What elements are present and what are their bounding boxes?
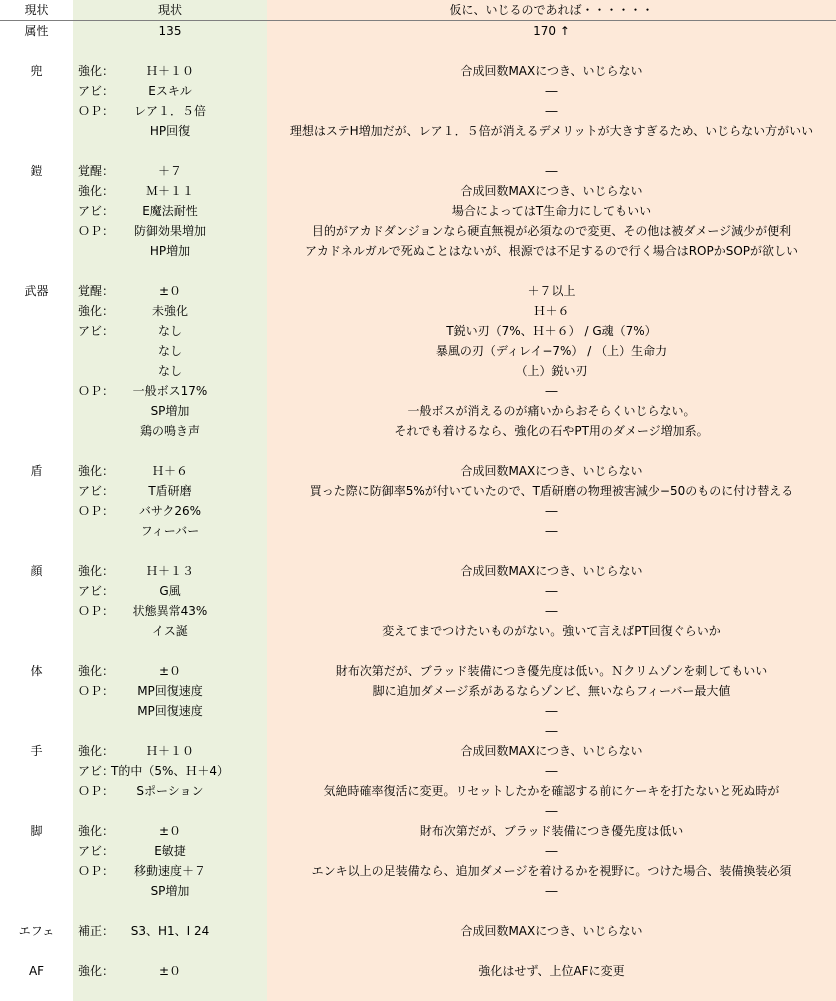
row-note: ― (545, 384, 558, 398)
table-row (0, 561, 836, 581)
row-label: アビ： (78, 484, 115, 498)
row-category: 顔 (30, 564, 43, 578)
row-current-value: G風 (159, 584, 181, 598)
table-row (0, 221, 836, 241)
row-note: 理想はステH増加だが、レア１．５倍が消えるデメリットが大きすぎるため、いじらない方がいい (289, 124, 814, 138)
row-current-value: ±０ (158, 824, 182, 838)
row-note: ― (545, 844, 558, 858)
table-row (0, 101, 836, 121)
row-label: アビ： (78, 324, 115, 338)
table-row (0, 881, 836, 901)
table-row (0, 341, 836, 361)
row-note: Ｈ＋６ (533, 304, 570, 318)
table-row (0, 821, 836, 841)
row-current-value: ＋７ (157, 164, 182, 178)
table-row (0, 161, 836, 181)
row-current-value: レア１．５倍 (133, 104, 206, 118)
row-note: 財布次第だが、ブラッド装備につき優先度は低い。Ｎクリムゾンを刺してもいい (335, 664, 768, 678)
row-label: ＯＰ： (78, 384, 115, 398)
row-note: ― (545, 164, 558, 178)
row-current-value: S3、H1、I 24 (130, 924, 210, 938)
row-current-value: E敏捷 (154, 844, 186, 858)
row-label: ＯＰ： (78, 684, 115, 698)
table-row (0, 921, 836, 941)
row-note: ― (545, 524, 558, 538)
row-label: ＯＰ： (78, 504, 115, 518)
table-row (0, 61, 836, 81)
row-current-value: HP増加 (149, 244, 191, 258)
row-current-value: 鶏の鳴き声 (139, 424, 200, 438)
row-note: ― (545, 104, 558, 118)
table-row (0, 501, 836, 521)
row-note: 気絶時確率復活に変更。リセットしたかを確認する前にケーキを打たないと死ぬ時が (323, 784, 780, 798)
table-row (0, 521, 836, 541)
row-note: 合成回数MAXにつき、いじらない (460, 184, 643, 198)
row-current-value: イス誕 (152, 624, 188, 638)
table-row (0, 181, 836, 201)
row-note: ― (545, 804, 558, 818)
table-row (0, 81, 836, 101)
table-row (0, 541, 836, 561)
table-row (0, 441, 836, 461)
row-note: ― (545, 884, 558, 898)
table-row (0, 721, 836, 741)
row-label: アビ： (78, 204, 115, 218)
row-label: アビ： (78, 764, 115, 778)
table-row (0, 281, 836, 301)
row-label: 強化： (78, 464, 115, 478)
row-note: ― (545, 504, 558, 518)
table-row (0, 621, 836, 641)
table-row (0, 681, 836, 701)
row-note: エンキ以上の足装備なら、追加ダメージを着けるかを視野に。つけた場合、装備換装必須 (311, 864, 792, 878)
table-row (0, 841, 836, 861)
table-row (0, 601, 836, 621)
row-current-value: SP増加 (150, 884, 190, 898)
row-current-value: なし (157, 344, 182, 358)
row-current-value: Ｈ＋１３ (145, 564, 194, 578)
row-note: 合成回数MAXにつき、いじらない (460, 744, 643, 758)
row-note: ＋７以上 (527, 284, 576, 298)
row-note: 合成回数MAXにつき、いじらない (460, 464, 643, 478)
row-current-value: バサク26% (138, 504, 202, 518)
table-row (0, 261, 836, 281)
row-current-value: HP回復 (149, 124, 191, 138)
table-row (0, 121, 836, 141)
row-label: 強化： (78, 564, 115, 578)
row-current-value: SP増加 (150, 404, 190, 418)
row-note: （上）鋭い刃 (515, 364, 588, 378)
table-row (0, 741, 836, 761)
row-note: T鋭い刃（7%、Ｈ＋６） / G魂（7%） (446, 324, 657, 338)
row-label: 強化： (78, 744, 115, 758)
table-row (0, 41, 836, 61)
row-category: 手 (30, 744, 43, 758)
row-label: ＯＰ： (78, 784, 115, 798)
row-current-value: 135 (158, 24, 182, 38)
row-category: 体 (30, 664, 43, 678)
row-label: 強化： (78, 664, 115, 678)
row-current-value: MP回復速度 (137, 684, 203, 698)
row-current-value: Sポーション (136, 784, 204, 798)
row-note: アカドネルガルで死ぬことはないが、根源では不足するので行く場合はROPかSOPが欲しい (304, 244, 799, 258)
row-current-value: T盾研磨 (148, 484, 192, 498)
row-current-value: ±０ (158, 964, 182, 978)
table-row (0, 481, 836, 501)
row-label: 強化： (78, 184, 115, 198)
table-row (0, 661, 836, 681)
row-note: ― (545, 84, 558, 98)
header-current: 現状 (157, 3, 182, 17)
row-label: 覚醒： (78, 284, 115, 298)
row-category: 武器 (24, 284, 49, 298)
row-note: ― (545, 604, 558, 618)
row-current-value: ±０ (158, 284, 182, 298)
row-label: 強化： (78, 964, 115, 978)
header-category: 現状 (24, 3, 49, 17)
row-label: 補正： (78, 924, 115, 938)
row-note: ― (545, 764, 558, 778)
row-current-value: 一般ボス17% (132, 384, 208, 398)
header-row (0, 0, 836, 20)
table-row (0, 761, 836, 781)
row-category: 脚 (30, 824, 43, 838)
row-label: アビ： (78, 844, 115, 858)
row-label: ＯＰ： (78, 104, 115, 118)
row-note: 合成回数MAXにつき、いじらない (460, 64, 643, 78)
row-current-value: T的中（5%、Ｈ＋4） (110, 764, 229, 778)
table-row (0, 861, 836, 881)
table-row (0, 701, 836, 721)
row-label: ＯＰ： (78, 604, 115, 618)
row-category: エフェ (18, 924, 55, 938)
row-current-value: 状態異常43% (132, 604, 208, 618)
row-current-value: フィーバー (140, 524, 200, 538)
row-note: 買った際に防御率5%が付いていたので、T盾研磨の物理被害減少−50のものに付け替える (309, 484, 794, 498)
row-category: AF (28, 964, 45, 978)
table-row (0, 361, 836, 381)
row-note: 一般ボスが消えるのが痛いからおそらくいじらない。 (407, 404, 696, 418)
table-row (0, 581, 836, 601)
row-current-value: MP回復速度 (137, 704, 203, 718)
row-note: ― (545, 724, 558, 738)
row-note: ― (545, 584, 558, 598)
row-current-value: Eスキル (148, 84, 192, 98)
row-current-value: ±０ (158, 664, 182, 678)
table-row (0, 141, 836, 161)
row-note: 合成回数MAXにつき、いじらない (460, 564, 643, 578)
row-current-value: Ｈ＋６ (151, 464, 188, 478)
table-row (0, 461, 836, 481)
row-note: 暴風の刃（ディレイ−7%） / （上）生命力 (435, 344, 668, 358)
table-row (0, 201, 836, 221)
row-label: ＯＰ： (78, 864, 115, 878)
row-current-value: 防御効果増加 (133, 224, 206, 238)
table-row (0, 401, 836, 421)
table-row (0, 301, 836, 321)
row-category: 兜 (30, 64, 43, 78)
row-note: 財布次第だが、ブラッド装備につき優先度は低い (419, 824, 684, 838)
row-category: 属性 (24, 24, 49, 38)
row-label: アビ： (78, 84, 115, 98)
row-note: 場合によってはT生命力にしてもいい (451, 204, 652, 218)
row-note: 合成回数MAXにつき、いじらない (460, 924, 643, 938)
table-row (0, 901, 836, 921)
row-current-value: 移動速度＋７ (133, 864, 206, 878)
table-row (0, 241, 836, 261)
row-note: 目的がアカドダンジョンなら硬直無視が必須なので変更、その他は被ダメージ減少が便利 (311, 224, 792, 238)
row-note: それでも着けるなら、強化の石やPT用のダメージ増加系。 (394, 424, 709, 438)
table-row (0, 421, 836, 441)
row-note: ― (545, 704, 558, 718)
row-note: 脚に追加ダメージ系があるならゾンビ、無いならフィーバー最大値 (372, 684, 731, 698)
row-note: 170 ↑ (533, 24, 570, 38)
row-note: 強化はせず、上位AFに変更 (478, 964, 625, 978)
table-row (0, 961, 836, 981)
row-label: アビ： (78, 584, 115, 598)
row-current-value: なし (157, 324, 182, 338)
row-label: 強化： (78, 64, 115, 78)
table-row (0, 321, 836, 341)
row-current-value: 未強化 (151, 304, 188, 318)
table-row (0, 801, 836, 821)
row-current-value: Ｈ＋１０ (145, 64, 194, 78)
table-row (0, 641, 836, 661)
table-row (0, 381, 836, 401)
row-label: 覚醒： (78, 164, 115, 178)
row-category: 鎧 (30, 164, 43, 178)
row-label: 強化： (78, 824, 115, 838)
row-current-value: Ｈ＋１０ (145, 744, 194, 758)
table-row (0, 941, 836, 961)
table-row (0, 781, 836, 801)
row-note: 変えてまでつけたいものがない。強いて言えばPT回復ぐらいか (382, 624, 721, 638)
row-category: 盾 (30, 464, 43, 478)
header-plan: 仮に、いじるのであれば・・・・・・ (449, 3, 654, 17)
row-current-value: Ｍ＋１１ (145, 184, 194, 198)
row-label: ＯＰ： (78, 224, 115, 238)
table-row (0, 21, 836, 41)
row-current-value: なし (157, 364, 182, 378)
row-label: 強化： (78, 304, 115, 318)
row-current-value: E魔法耐性 (142, 204, 198, 218)
